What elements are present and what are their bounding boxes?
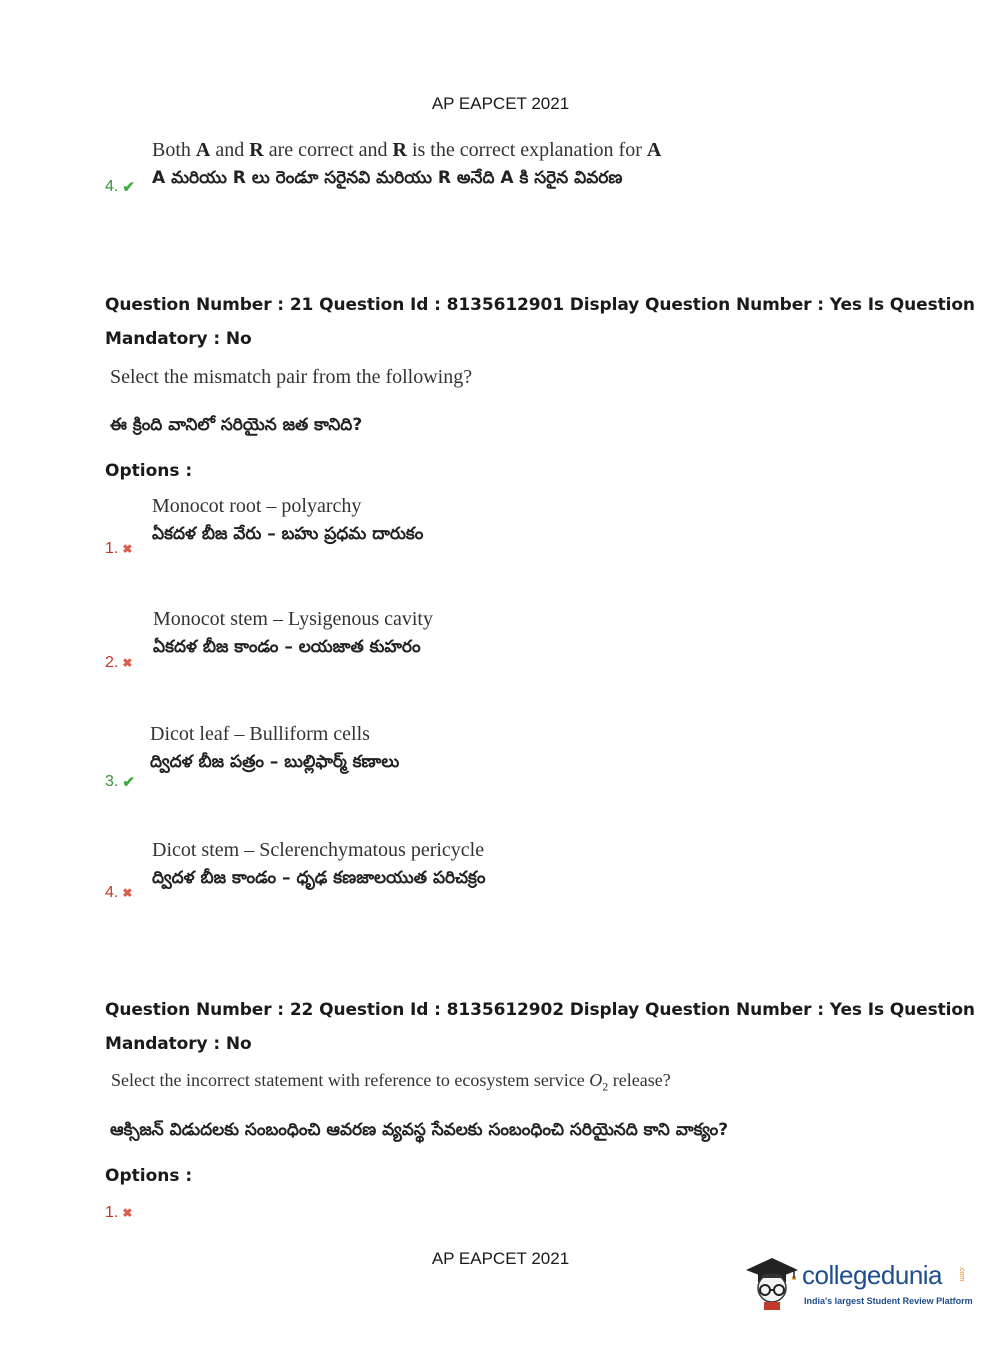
q22-meta-line2: Mandatory : No — [105, 1034, 252, 1054]
prev-option-4-te: A మరియు R లు రెండూ సరైనవి మరియు R అనేది A కి సరైన వివరణ — [152, 168, 623, 188]
page-header: AP EAPCET 2021 — [431, 94, 570, 113]
q21-option-4-text — [152, 836, 486, 892]
q21-options-label: Options : — [105, 461, 193, 481]
prev-option-4-en: Both A and R are correct and R is the correct explanation for A — [152, 139, 662, 161]
q21-option-2-number: 2. ✖ — [105, 654, 133, 671]
q21-option-3-number: 3. ✔ — [105, 773, 135, 791]
q21-option-4-number: 4. ✖ — [105, 884, 133, 901]
q21-option-2-te: ఏకదళ బీజ కాండం – లయజాత కుహరం — [153, 637, 421, 657]
q21-option-4-te: ద్విదళ బీజ కాండం – ధృఢ కణజాలయుత పరిచక్రం — [152, 868, 486, 888]
q21-option-3-en: Dicot leaf – Bulliform cells — [150, 723, 370, 745]
q21-question-te: ఈ క్రింది వానిలో సరియైన జత కానిది? — [110, 415, 363, 435]
logo-tagline: India's largest Student Review Platform — [804, 1296, 973, 1306]
check-icon: ✔ — [122, 179, 135, 196]
check-icon: ✔ — [122, 774, 135, 791]
q21-option-2-text — [153, 605, 433, 661]
logo-suffix: .com — [958, 1266, 965, 1282]
q21-option-2-en: Monocot stem – Lysigenous cavity — [153, 608, 433, 630]
cross-icon: ✖ — [122, 542, 133, 556]
prev-option-4-text — [152, 136, 661, 192]
q21-option-1-en: Monocot root – polyarchy — [152, 495, 362, 517]
prev-option-4-number: 4. ✔ — [105, 178, 135, 196]
page-footer: AP EAPCET 2021 — [431, 1249, 570, 1268]
q21-option-3-text — [150, 720, 399, 776]
q21-meta-line1: Question Number : 21 Question Id : 8135612901 Display Question Number : Yes Is Question — [105, 295, 975, 315]
q21-meta-line2: Mandatory : No — [105, 329, 252, 349]
q21-option-1-te: ఏకదళ బీజ వేరు – బహు ప్రధమ దారుకం — [152, 524, 424, 544]
logo-name: collegedunia — [802, 1260, 943, 1290]
q22-option-1-number: 1. ✖ — [105, 1204, 133, 1221]
q22-options-label: Options : — [105, 1166, 193, 1186]
q22-meta — [105, 993, 975, 1061]
q21-option-1-text — [152, 492, 423, 548]
q21-option-4-en: Dicot stem – Sclerenchymatous pericycle — [152, 839, 485, 861]
graduate-mascot-icon — [742, 1252, 802, 1312]
q22-meta-line1: Question Number : 22 Question Id : 8135612902 Display Question Number : Yes Is Question — [105, 1000, 975, 1020]
q21-meta — [105, 288, 975, 356]
cross-icon: ✖ — [122, 656, 133, 670]
collegedunia-logo — [742, 1252, 972, 1322]
q22-question-en: Select the incorrect statement with reference to ecosystem service $O_2$ release? — [111, 1070, 671, 1094]
cross-icon: ✖ — [122, 1206, 133, 1220]
q21-option-1-number: 1. ✖ — [105, 540, 133, 557]
q21-question-en: Select the mismatch pair from the following? — [110, 366, 473, 388]
q22-question-te: ఆక్సిజన్ విడుదలకు సంబంధించి ఆవరణ వ్యవస్థ సేవలకు సంబంధించి సరియైనది కాని వాక్యం? — [110, 1120, 729, 1140]
cross-icon: ✖ — [122, 886, 133, 900]
q21-option-3-te: ద్విదళ బీజ పత్రం – బుల్లిఫార్మ్ కణాలు — [150, 752, 400, 772]
